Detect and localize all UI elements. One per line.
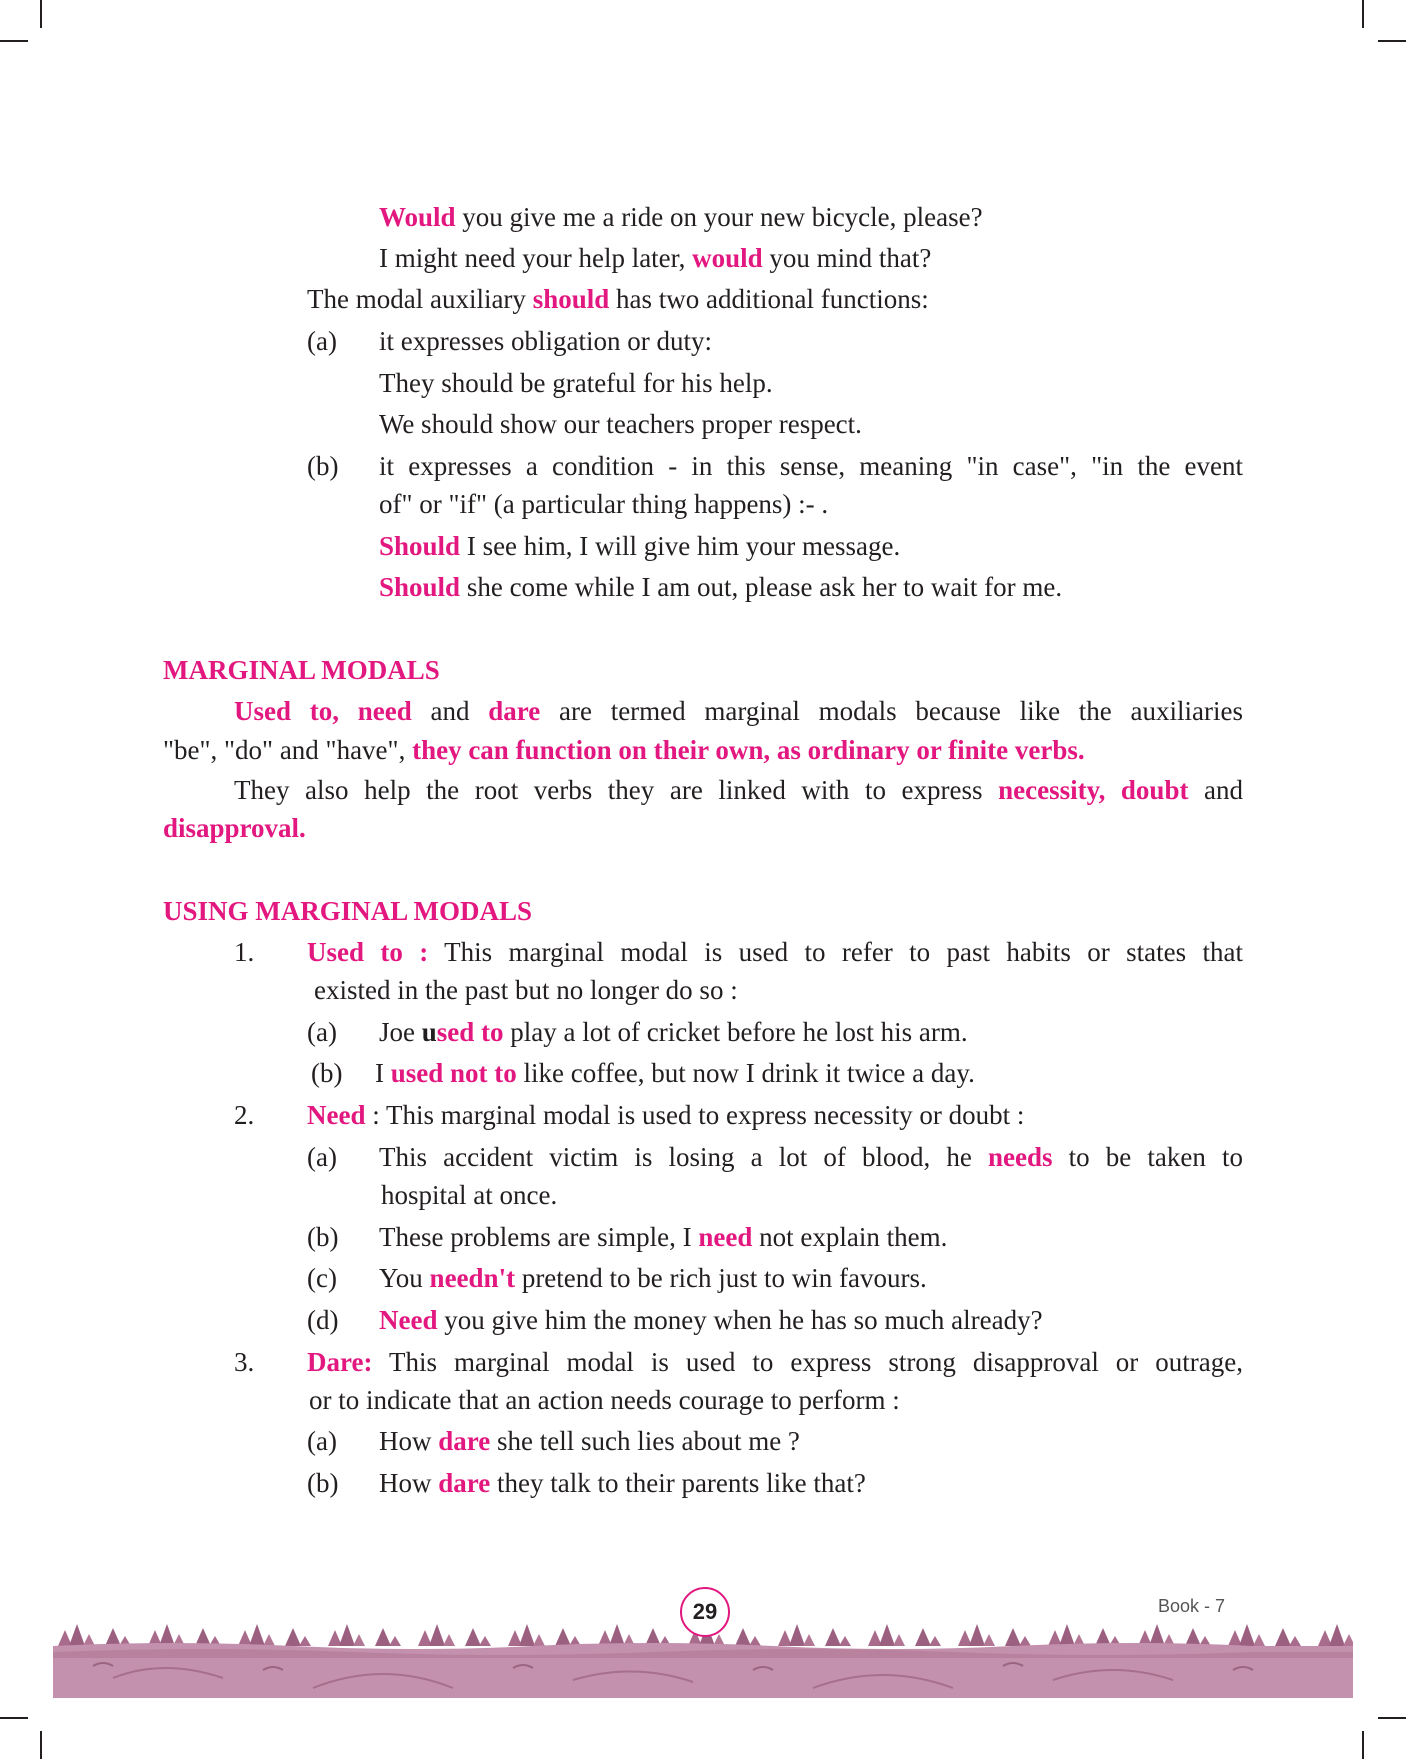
item-2-line-1: Need : This marginal modal is used to express necessity or doubt : <box>307 1100 1025 1130</box>
item-2-example-a-line-2: hospital at once. <box>381 1180 558 1210</box>
item-1-line-2: existed in the past but no longer do so : <box>314 975 738 1005</box>
page-number: 29 <box>680 1587 730 1637</box>
crop-mark <box>1362 0 1364 28</box>
marginal-para-2-line-2: disapproval. <box>163 813 306 843</box>
marginal-para-2-line-1: They also help the root verbs they are linked with to express necessity, doubt and <box>234 775 1244 805</box>
marginal-para-1-line-1: Used to, need and dare are termed marginal modals because like the auxiliaries <box>234 696 1243 726</box>
item-2-example-d: Need you give him the money when he has so much already? <box>379 1305 1043 1335</box>
should-a-example-1: They should be grateful for his help. <box>379 368 773 398</box>
book-label: Book - 7 <box>1158 1596 1226 1616</box>
example-would-1: Would you give me a ride on your new bicycle, please? <box>379 202 983 232</box>
list-label: (a) <box>307 326 337 356</box>
item-3-line-1: Dare: This marginal modal is used to express strong disapproval or outrage, <box>307 1347 1243 1377</box>
item-3-example-b: How dare they talk to their parents like that? <box>379 1468 866 1498</box>
crop-mark <box>1378 1717 1406 1719</box>
item-3-example-a: How dare she tell such lies about me ? <box>379 1426 800 1456</box>
item-2-example-b: These problems are simple, I need not explain them. <box>379 1222 948 1252</box>
item-2-example-a-line-1: This accident victim is losing a lot of blood, he needs to be taken to <box>379 1142 1243 1172</box>
list-label: (c) <box>307 1263 337 1293</box>
crop-mark <box>0 40 28 42</box>
list-label: (b) <box>311 1058 343 1088</box>
should-b-text-2: of" or "if" (a particular thing happens) :- . <box>379 489 829 519</box>
item-number: 3. <box>234 1347 255 1377</box>
crop-mark <box>0 1717 28 1719</box>
item-1-example-b: I used not to like coffee, but now I drink it twice a day. <box>375 1058 975 1088</box>
list-label: (b) <box>307 1468 339 1498</box>
should-a-example-2: We should show our teachers proper respect. <box>379 409 862 439</box>
crop-mark <box>40 0 42 28</box>
should-b-text-1: it expresses a condition - in this sense, meaning "in case", "in the event <box>379 451 1243 481</box>
list-label: (b) <box>307 1222 339 1252</box>
list-label: (a) <box>307 1017 337 1047</box>
item-1-example-a: Joe used to play a lot of cricket before he lost his arm. <box>379 1017 968 1047</box>
should-b-example-1: Should I see him, I will give him your message. <box>379 531 901 561</box>
item-number: 1. <box>234 937 255 967</box>
should-intro: The modal auxiliary should has two additional functions: <box>307 284 929 314</box>
list-label: (d) <box>307 1305 339 1335</box>
item-number: 2. <box>234 1100 255 1130</box>
example-would-2: I might need your help later, would you mind that? <box>379 243 932 273</box>
crop-mark <box>1362 1731 1364 1759</box>
section-heading-marginal: MARGINAL MODALS <box>163 655 440 685</box>
item-1-line-1: Used to : This marginal modal is used to refer to past habits or states that <box>307 937 1243 967</box>
should-b-example-2: Should she come while I am out, please ask her to wait for me. <box>379 572 1063 602</box>
section-heading-using: USING MARGINAL MODALS <box>163 896 533 926</box>
item-3-line-2: or to indicate that an action needs courage to perform : <box>309 1385 900 1415</box>
list-label: (a) <box>307 1142 337 1172</box>
should-a-text: it expresses obligation or duty: <box>379 326 712 356</box>
marginal-para-1-line-2: "be", "do" and "have", they can function on their own, as ordinary or finite verbs. <box>163 735 1085 765</box>
crop-mark <box>40 1731 42 1759</box>
list-label: (b) <box>307 451 339 481</box>
list-label: (a) <box>307 1426 337 1456</box>
item-2-example-c: You needn't pretend to be rich just to win favours. <box>379 1263 927 1293</box>
crop-mark <box>1378 40 1406 42</box>
